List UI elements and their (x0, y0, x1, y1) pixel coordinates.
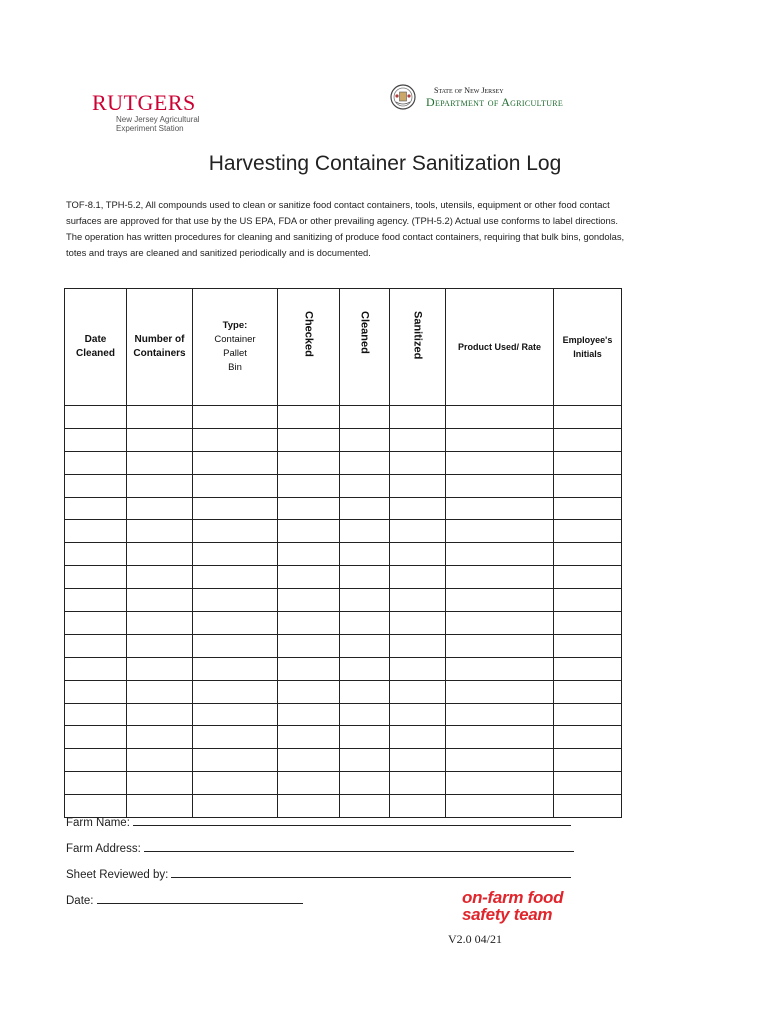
table-row (65, 657, 622, 680)
table-cell[interactable] (554, 543, 622, 566)
table-cell[interactable] (554, 497, 622, 520)
header-number-line1: Number of (134, 334, 185, 345)
table-cell[interactable] (127, 703, 193, 726)
table-cell[interactable] (340, 703, 390, 726)
table-cell[interactable] (554, 451, 622, 474)
table-cell[interactable] (446, 428, 554, 451)
table-cell[interactable] (65, 589, 127, 612)
table-cell[interactable] (390, 451, 446, 474)
header-date-line1: Date (84, 334, 107, 345)
reviewed-by-line[interactable] (171, 866, 571, 878)
table-row (65, 428, 622, 451)
table-cell[interactable] (446, 520, 554, 543)
table-cell[interactable] (390, 726, 446, 749)
date-label: Date: (66, 895, 94, 907)
table-cell[interactable] (65, 474, 127, 497)
table-cell[interactable] (390, 497, 446, 520)
table-cell[interactable] (65, 634, 127, 657)
table-cell[interactable] (390, 612, 446, 635)
table-cell[interactable] (278, 726, 340, 749)
table-cell[interactable] (446, 566, 554, 589)
table-cell[interactable] (446, 703, 554, 726)
table-cell[interactable] (127, 612, 193, 635)
table-cell[interactable] (390, 566, 446, 589)
nj-department-label: Department of Agriculture (426, 95, 564, 109)
table-cell[interactable] (65, 520, 127, 543)
table-cell[interactable] (127, 520, 193, 543)
table-cell[interactable] (127, 474, 193, 497)
table-cell[interactable] (446, 612, 554, 635)
rutgers-wordmark: RUTGERS (92, 90, 196, 115)
table-cell[interactable] (446, 543, 554, 566)
table-cell[interactable] (127, 406, 193, 429)
table-cell[interactable] (390, 749, 446, 772)
table-row (65, 474, 622, 497)
table-row (65, 497, 622, 520)
table-cell[interactable] (127, 772, 193, 795)
table-cell[interactable] (390, 657, 446, 680)
table-cell[interactable] (65, 703, 127, 726)
nj-agriculture-logo (390, 84, 590, 114)
farm-name-line[interactable] (133, 814, 571, 826)
table-cell[interactable] (278, 657, 340, 680)
rutgers-subtitle (116, 115, 200, 133)
table-cell[interactable] (278, 451, 340, 474)
table-cell[interactable] (554, 749, 622, 772)
table-cell[interactable] (65, 749, 127, 772)
table-cell[interactable] (340, 428, 390, 451)
table-cell[interactable] (554, 428, 622, 451)
table-cell[interactable] (278, 497, 340, 520)
table-cell[interactable] (390, 428, 446, 451)
table-cell[interactable] (390, 406, 446, 429)
table-cell[interactable] (340, 474, 390, 497)
table-row (65, 703, 622, 726)
table-cell[interactable] (127, 451, 193, 474)
table-cell[interactable] (446, 497, 554, 520)
table-cell[interactable] (446, 657, 554, 680)
rutgers-subtitle-line1: New Jersey Agricultural (116, 115, 200, 124)
table-cell[interactable] (127, 543, 193, 566)
table-cell[interactable] (340, 543, 390, 566)
table-row (65, 406, 622, 429)
table-cell[interactable] (193, 680, 278, 703)
table-cell[interactable] (193, 589, 278, 612)
header-type-label: Type: (222, 320, 248, 331)
table-cell[interactable] (340, 589, 390, 612)
sanitization-log-table (64, 288, 622, 818)
header-number-line2: Containers (133, 348, 186, 359)
table-cell[interactable] (65, 428, 127, 451)
header-date-cleaned (65, 289, 127, 406)
table-cell[interactable] (278, 406, 340, 429)
table-row (65, 543, 622, 566)
table-cell[interactable] (340, 520, 390, 543)
table-row (65, 520, 622, 543)
header-initials-line1: Employee's (562, 335, 613, 345)
version-label: V2.0 04/21 (448, 932, 502, 946)
table-cell[interactable] (127, 589, 193, 612)
table-cell[interactable] (278, 566, 340, 589)
table-cell[interactable] (340, 634, 390, 657)
table-row (65, 726, 622, 749)
reviewed-by-field[interactable] (66, 866, 571, 881)
table-cell[interactable] (65, 657, 127, 680)
header-type-option-bin: Bin (228, 362, 242, 373)
date-line[interactable] (97, 892, 303, 904)
table-cell[interactable] (65, 406, 127, 429)
nj-state-label: State of New Jersey (434, 86, 504, 95)
table-cell[interactable] (65, 772, 127, 795)
reviewed-by-label: Sheet Reviewed by: (66, 869, 169, 881)
header-employee-initials (554, 289, 622, 406)
table-cell[interactable] (278, 543, 340, 566)
table-cell[interactable] (340, 497, 390, 520)
farm-address-label: Farm Address: (66, 843, 141, 855)
table-cell[interactable] (554, 680, 622, 703)
table-cell[interactable] (278, 703, 340, 726)
nj-seal-icon (390, 84, 416, 110)
table-cell[interactable] (65, 612, 127, 635)
table-row (65, 566, 622, 589)
table-cell[interactable] (127, 428, 193, 451)
on-farm-food-safety-logo (462, 889, 563, 923)
table-cell[interactable] (390, 703, 446, 726)
header-date-line2: Cleaned (76, 348, 115, 359)
table-cell[interactable] (446, 589, 554, 612)
table-cell[interactable] (554, 703, 622, 726)
table-cell[interactable] (554, 406, 622, 429)
table-cell[interactable] (193, 726, 278, 749)
brand-line1: on-farm food (462, 888, 564, 907)
brand-line2: safety team (462, 905, 553, 924)
table-cell[interactable] (65, 451, 127, 474)
table-cell[interactable] (278, 520, 340, 543)
table-cell[interactable] (65, 497, 127, 520)
table-cell[interactable] (446, 680, 554, 703)
table-row (65, 680, 622, 703)
table-cell[interactable] (193, 749, 278, 772)
table-cell[interactable] (340, 657, 390, 680)
table-cell[interactable] (127, 634, 193, 657)
table-cell[interactable] (446, 726, 554, 749)
table-body (65, 406, 622, 818)
header-checked (278, 289, 340, 406)
rutgers-logo (88, 88, 212, 138)
table-cell[interactable] (193, 612, 278, 635)
header-initials-line2: Initials (573, 349, 602, 359)
table-cell[interactable] (340, 566, 390, 589)
intro-paragraph: TOF-8.1, TPH-5.2, All compounds used to clean or sanitize food contact containers, tools, utensils, equipment or other food contact surfaces are approved for that use by the US EPA, FDA or other prevailing agency. (TPH-5.2) Actual use conforms to label directions. The operation has written procedures for cleaning and sanitizing of produce food contact containers, requiring that bulk bins, gondolas, totes and trays are cleaned and sanitized periodically and is documented. (66, 199, 625, 258)
table-cell[interactable] (340, 451, 390, 474)
table-cell[interactable] (446, 406, 554, 429)
table-cell[interactable] (193, 634, 278, 657)
table-header-row (65, 289, 622, 406)
farm-address-field[interactable] (66, 840, 574, 855)
page-title: Harvesting Container Sanitization Log (208, 152, 562, 175)
table-cell[interactable] (390, 772, 446, 795)
table-cell[interactable] (193, 657, 278, 680)
table-row (65, 612, 622, 635)
table-cell[interactable] (340, 726, 390, 749)
table-cell[interactable] (340, 749, 390, 772)
table-cell[interactable] (193, 543, 278, 566)
table-row (65, 749, 622, 772)
header-cleaned-label: Cleaned (358, 311, 371, 354)
table-cell[interactable] (390, 520, 446, 543)
table-cell[interactable] (446, 474, 554, 497)
table-cell[interactable] (390, 543, 446, 566)
table-cell[interactable] (127, 680, 193, 703)
header-cleaned (340, 289, 390, 406)
farm-name-label: Farm Name: (66, 817, 130, 829)
table-cell[interactable] (446, 772, 554, 795)
header-type-option-pallet: Pallet (223, 348, 247, 359)
table-cell[interactable] (278, 474, 340, 497)
table-cell[interactable] (554, 726, 622, 749)
table-cell[interactable] (554, 612, 622, 635)
table-cell[interactable] (193, 428, 278, 451)
table-cell[interactable] (278, 612, 340, 635)
table-cell[interactable] (278, 634, 340, 657)
table-cell[interactable] (340, 680, 390, 703)
table-cell[interactable] (390, 680, 446, 703)
table-cell[interactable] (127, 726, 193, 749)
table-cell[interactable] (193, 406, 278, 429)
table-cell[interactable] (390, 634, 446, 657)
table-cell[interactable] (554, 566, 622, 589)
table-cell[interactable] (65, 566, 127, 589)
table-cell[interactable] (65, 543, 127, 566)
table-row (65, 634, 622, 657)
table-cell[interactable] (390, 474, 446, 497)
date-field[interactable] (66, 892, 303, 907)
table-cell[interactable] (127, 657, 193, 680)
header-sanitized (390, 289, 446, 406)
header-product-used-rate: Product Used/ Rate (446, 289, 554, 406)
table-cell[interactable] (127, 497, 193, 520)
table-cell[interactable] (278, 680, 340, 703)
table-cell[interactable] (340, 772, 390, 795)
table-cell[interactable] (127, 749, 193, 772)
table-cell[interactable] (193, 703, 278, 726)
header-type (193, 289, 278, 406)
table-cell[interactable] (193, 474, 278, 497)
table-cell[interactable] (65, 680, 127, 703)
table-cell[interactable] (446, 749, 554, 772)
table-cell[interactable] (278, 428, 340, 451)
table-cell[interactable] (193, 566, 278, 589)
header-number-of-containers (127, 289, 193, 406)
rutgers-subtitle-line2: Experiment Station (116, 124, 184, 133)
table-row (65, 451, 622, 474)
farm-name-field[interactable] (66, 814, 571, 829)
table-cell[interactable] (278, 589, 340, 612)
table-cell[interactable] (340, 612, 390, 635)
table-cell[interactable] (446, 634, 554, 657)
table-cell[interactable] (65, 726, 127, 749)
table-cell[interactable] (554, 589, 622, 612)
table-cell[interactable] (446, 451, 554, 474)
table-cell[interactable] (390, 589, 446, 612)
table-row (65, 589, 622, 612)
table-cell[interactable] (554, 474, 622, 497)
table-cell[interactable] (554, 772, 622, 795)
table-cell[interactable] (127, 566, 193, 589)
table-cell[interactable] (193, 451, 278, 474)
table-cell[interactable] (193, 497, 278, 520)
table-cell[interactable] (193, 520, 278, 543)
farm-address-line[interactable] (144, 840, 574, 852)
header-type-option-container: Container (214, 334, 256, 345)
table-cell[interactable] (554, 657, 622, 680)
table-cell[interactable] (340, 406, 390, 429)
header-sanitized-label: Sanitized (411, 311, 424, 360)
table-cell[interactable] (193, 772, 278, 795)
table-cell[interactable] (278, 749, 340, 772)
header-checked-label: Checked (302, 311, 315, 357)
table-row (65, 772, 622, 795)
table-cell[interactable] (278, 772, 340, 795)
table-cell[interactable] (554, 520, 622, 543)
table-cell[interactable] (554, 634, 622, 657)
